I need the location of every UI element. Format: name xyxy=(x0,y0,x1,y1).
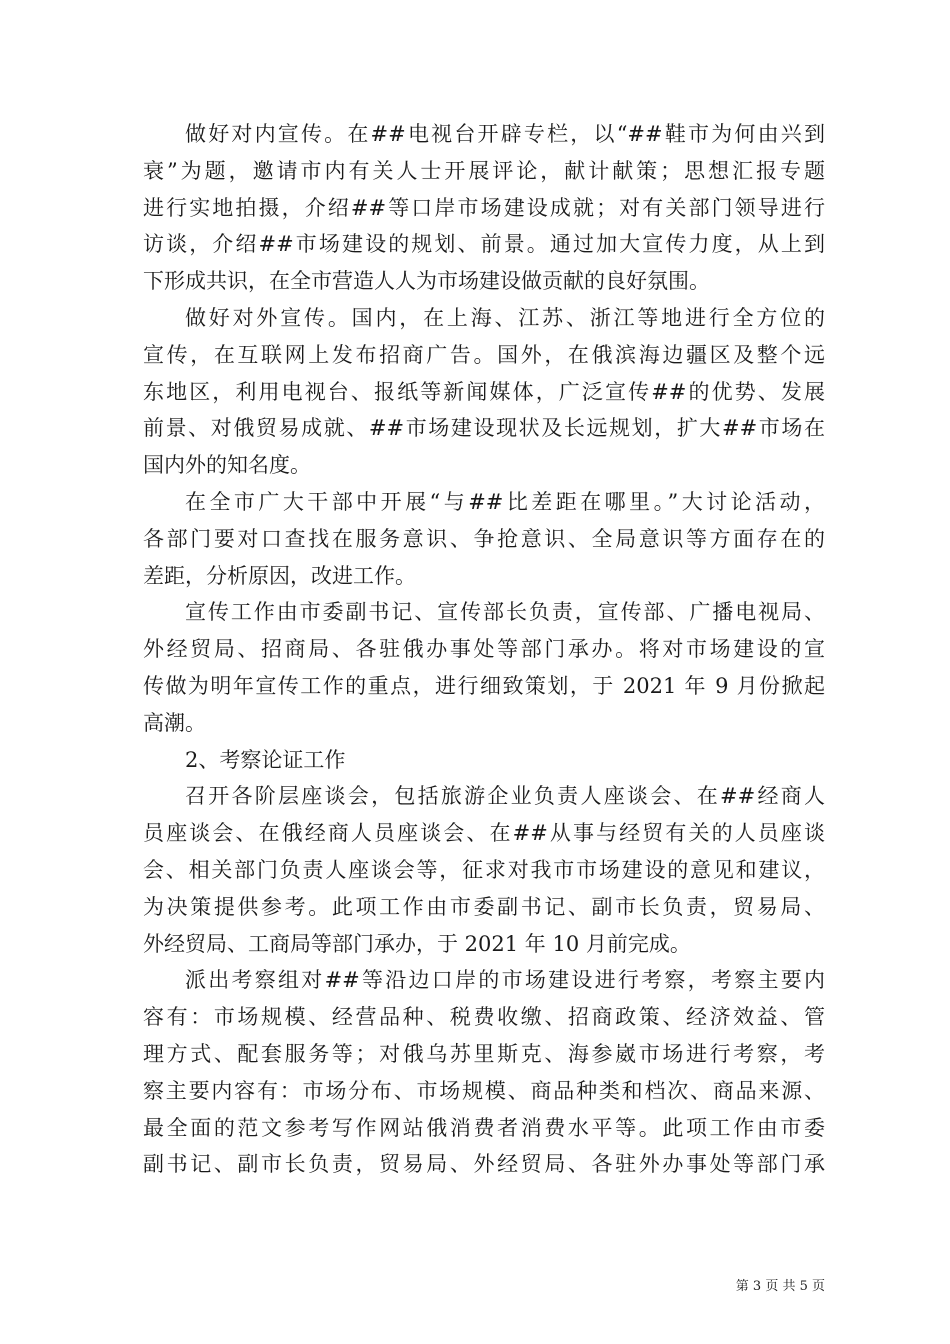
paragraph-2-line-4: 前景、对俄贸易成就、##市场建设现状及长远规划，扩大##市场在 xyxy=(143,416,825,441)
paragraph-2-line-1: 做好对外宣传。国内，在上海、江苏、浙江等地进行全方位的 xyxy=(185,305,825,330)
page-number: 第 3 页 共 5 页 xyxy=(735,1279,825,1294)
document-body xyxy=(143,116,825,1183)
paragraph-2-line-5: 国内外的知名度。 xyxy=(143,453,311,478)
paragraph-5-line-1: 召开各阶层座谈会，包括旅游企业负责人座谈会、在##经商人 xyxy=(185,784,825,809)
paragraph-3-line-2: 各部门要对口查找在服务意识、争抢意识、全局意识等方面存在的 xyxy=(143,526,825,551)
paragraph-6-line-2: 容有：市场规模、经营品种、税费收缴、招商政策、经济效益、管 xyxy=(143,1005,825,1030)
paragraph-1-line-4: 访谈，介绍##市场建设的规划、前景。通过加大宣传力度，从上到 xyxy=(143,232,825,257)
paragraph-3-line-1: 在全市广大干部中开展“与##比差距在哪里。”大讨论活动， xyxy=(185,489,825,514)
paragraph-6-line-1: 派出考察组对##等沿边口岸的市场建设进行考察，考察主要内 xyxy=(185,968,825,993)
section-heading: 2、考察论证工作 xyxy=(185,747,346,772)
paragraph-1-line-5: 下形成共识，在全市营造人人为市场建设做贡献的良好氛围。 xyxy=(143,269,710,294)
paragraph-5-line-4: 为决策提供参考。此项工作由市委副书记、副市长负责，贸易局、 xyxy=(143,894,825,919)
paragraph-6-line-3: 理方式、配套服务等；对俄乌苏里斯克、海参崴市场进行考察，考 xyxy=(143,1041,825,1066)
paragraph-4-line-4: 高潮。 xyxy=(143,710,206,735)
paragraph-5-line-3: 会、相关部门负责人座谈会等，征求对我市市场建设的意见和建议， xyxy=(143,857,825,882)
paragraph-3-line-3: 差距，分析原因，改进工作。 xyxy=(143,563,416,588)
paragraph-4-line-2: 外经贸局、招商局、各驻俄办事处等部门承办。将对市场建设的宣 xyxy=(143,637,825,662)
paragraph-4-line-3: 传做为明年宣传工作的重点，进行细致策划，于 2021 年 9 月份掀起 xyxy=(143,673,825,698)
paragraph-6-line-4: 察主要内容有：市场分布、市场规模、商品种类和档次、商品来源、 xyxy=(143,1078,825,1103)
paragraph-4-line-1: 宣传工作由市委副书记、宣传部长负责，宣传部、广播电视局、 xyxy=(185,600,825,625)
paragraph-2-line-3: 东地区，利用电视台、报纸等新闻媒体，广泛宣传##的优势、发展 xyxy=(143,379,825,404)
paragraph-6-line-5: 最全面的范文参考写作网站俄消费者消费水平等。此项工作由市委 xyxy=(143,1115,825,1140)
paragraph-6-line-6: 副书记、副市长负责，贸易局、外经贸局、各驻外办事处等部门承 xyxy=(143,1152,825,1177)
paragraph-1-line-1: 做好对内宣传。在##电视台开辟专栏，以“##鞋市为何由兴到 xyxy=(185,122,825,146)
paragraph-5-line-5: 外经贸局、工商局等部门承办，于 2021 年 10 月前完成。 xyxy=(143,931,691,956)
paragraph-2-line-2: 宣传，在互联网上发布招商广告。国外，在俄滨海边疆区及整个远 xyxy=(143,342,825,367)
paragraph-1-line-2: 衰”为题，邀请市内有关人士开展评论，献计献策；思想汇报专题 xyxy=(143,158,825,183)
paragraph-1-line-3: 进行实地拍摄，介绍##等口岸市场建设成就；对有关部门领导进行 xyxy=(143,195,825,220)
paragraph-5-line-2: 员座谈会、在俄经商人员座谈会、在##从事与经贸有关的人员座谈 xyxy=(143,821,825,846)
